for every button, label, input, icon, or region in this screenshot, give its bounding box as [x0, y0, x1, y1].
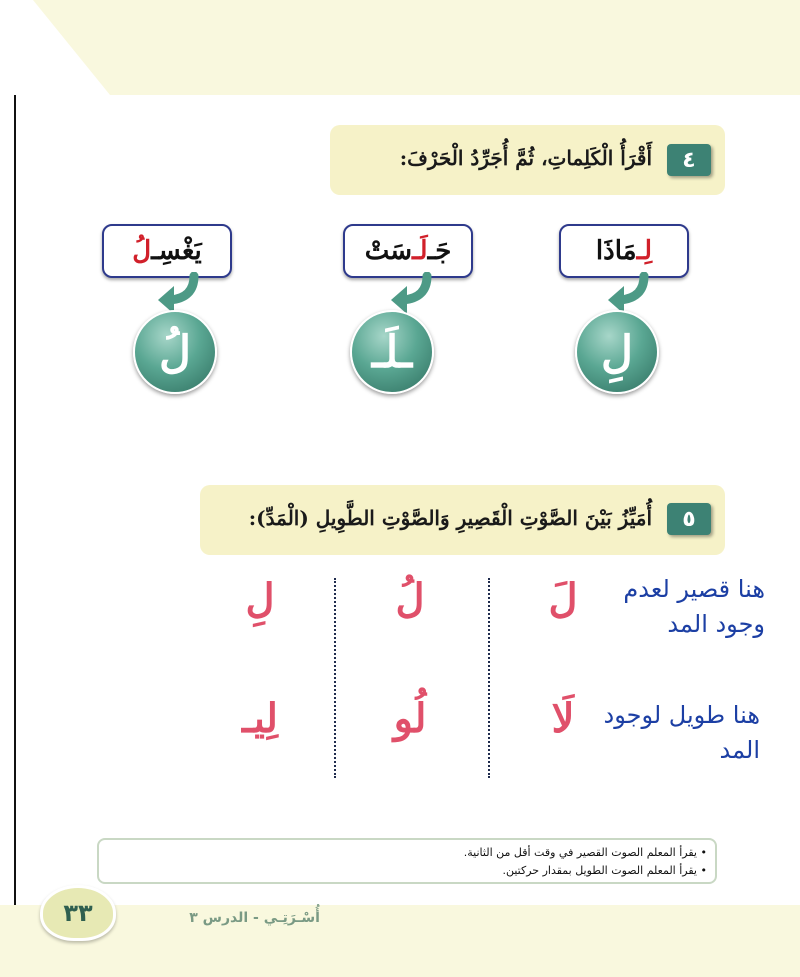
letter-circle-1: لِ [575, 310, 659, 394]
exercise-4-instruction: أَقْرَأُ الْكَلِماتِ، ثُمَّ أُجَرِّدُ الْحَرْفَ: [399, 146, 652, 170]
exercise-4-number: ٤ [667, 144, 711, 176]
word-part-after: مَاذَا [595, 236, 637, 266]
letter-circle-2: ـلَـ [350, 310, 434, 394]
page-number: ٣٣ [40, 885, 116, 941]
exercise-5-number: ٥ [667, 503, 711, 535]
handwritten-note-long: هنا طويل لوجود المد [603, 701, 760, 764]
short-sound-damma: لُ [395, 575, 425, 622]
word-part-after: سَتْ [364, 236, 413, 266]
word-box-limadha [559, 224, 689, 278]
page-frame-line [14, 0, 16, 977]
lesson-footer: أُسْـرَتِـي - الدرس ٣ [189, 910, 320, 926]
handwritten-note-short: هنا قصير لعدم وجود المد [623, 575, 765, 638]
long-sound-waw: لُو [393, 695, 427, 742]
long-sound-ya: لِيـ [242, 695, 278, 742]
teacher-note: • يقرأ المعلم الصوت القصير في وقت أقل من الثانية. [463, 846, 707, 859]
column-divider [334, 578, 336, 778]
word-highlight-letter: لُ [132, 236, 152, 266]
bottom-decor-band [0, 905, 800, 977]
word-highlight-letter: لِـ [636, 236, 653, 266]
long-sound-alif: لَا [551, 695, 575, 742]
letter-circle-3: لُ [133, 310, 217, 394]
teacher-note: • يقرأ المعلم الصوت الطويل بمقدار حركتين. [502, 863, 707, 877]
exercise-5-instruction: أُمَيِّزُ بَيْنَ الصَّوْتِ الْقَصِيرِ وَالصَّوْتِ الطَّوِيلِ (الْمَدِّ): [248, 506, 652, 530]
word-box-yaghsilu [102, 224, 232, 278]
teacher-notes-box [97, 838, 717, 884]
word-highlight-letter: لَـ [412, 236, 428, 266]
column-divider [488, 578, 490, 778]
short-sound-kasra: لِ [245, 575, 275, 622]
top-decor-band [0, 0, 800, 95]
word-box-jalasat [343, 224, 473, 278]
word-part-before: جَـ [427, 236, 452, 266]
short-sound-fatha: لَ [548, 575, 578, 622]
word-part-before: يَغْسِـ [151, 236, 202, 266]
